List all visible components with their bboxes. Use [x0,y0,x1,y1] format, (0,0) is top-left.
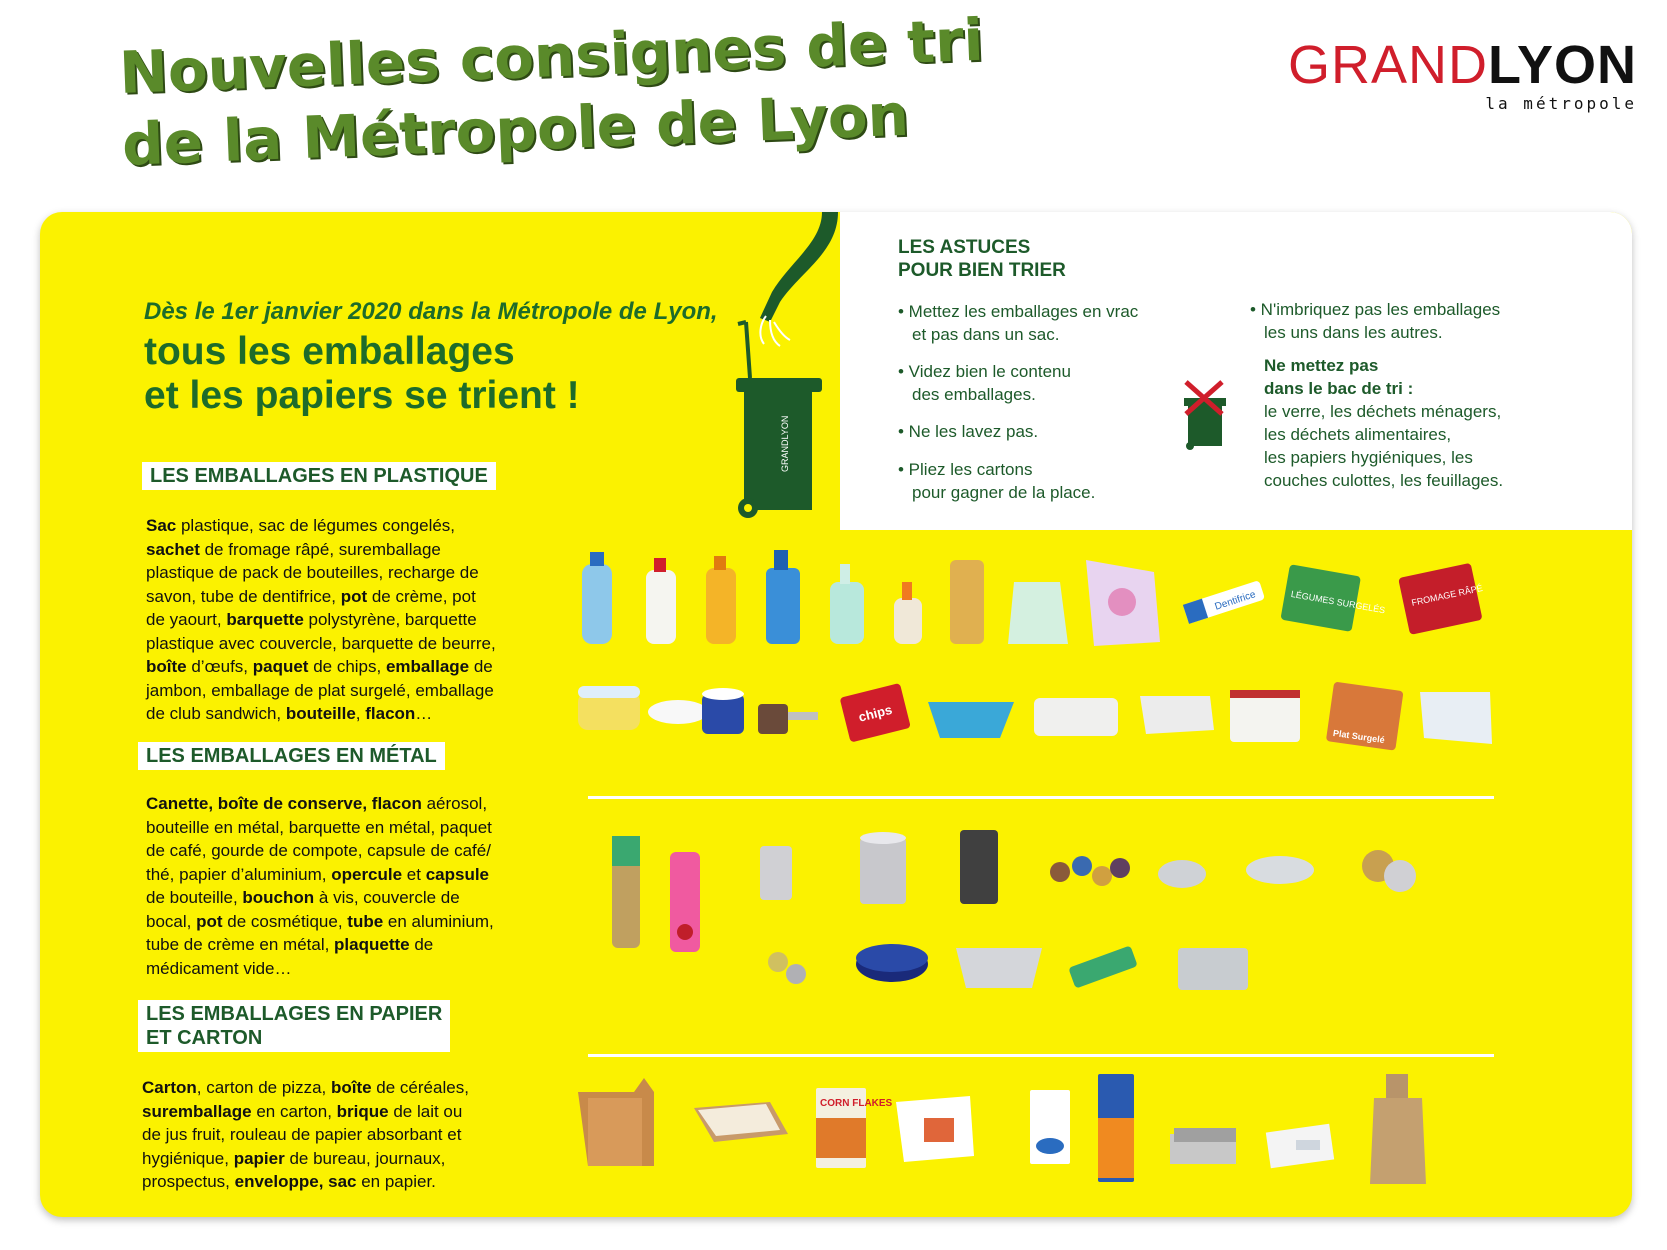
category-metal: LES EMBALLAGES EN MÉTAL [138,742,445,770]
pizza-box-icon [694,1102,788,1142]
category-papier-line2: ET CARTON [146,1027,263,1049]
metal-description [146,792,536,980]
tip-nest [1250,298,1500,344]
cereal-box-icon [816,1088,893,1168]
p-l4c: de crème, pot [367,586,476,606]
m-l5-bold: bouchon [242,888,315,907]
tip-1-line-a: • Mettez les emballages en vrac [898,302,1139,321]
egg-carton-icon [1034,698,1118,736]
warning-line-1: le verre, les déchets ménagers, [1264,402,1502,421]
pa-l2a: en carton, [251,1101,337,1121]
tall-bottle-icon [950,560,984,644]
foil-container-icon [956,948,1042,988]
m-l6a: bocal, [146,911,197,931]
ham-pack-icon [1230,690,1300,742]
aerosol-can-icon [612,836,640,948]
paper-bag-icon [1370,1074,1426,1184]
milk-bottle-icon [646,558,676,644]
round-tin-icon [856,944,928,982]
category-papier-line1: LES EMBALLAGES EN PAPIER [146,1003,443,1025]
metal-products [574,812,1614,1042]
bin-label: GRANDLYON [780,415,790,472]
m-l6e: en aluminium, [383,911,494,931]
pa-l1d: de céréales, [371,1078,469,1097]
intro-line-2: et les papiers se trient ! [144,374,580,417]
p-l2-bold: sachet [146,539,200,559]
title-line-1: Nouvelles consignes de tri [118,5,985,107]
soda-can-icon [760,846,792,900]
milk-carton-icon [1030,1090,1070,1164]
chips-bag-icon [840,683,911,743]
p-l6: plastique avec couvercle, barquette de beurre, [146,633,496,653]
pa-l2-bold2: brique [336,1101,389,1121]
lidded-cup-icon [648,700,708,724]
logo-subtitle: la métropole [1485,94,1637,113]
foam-tray-icon [928,702,1014,738]
envelopes-icon [1266,1124,1334,1169]
juice-carton-icon [1098,1074,1134,1182]
p-l9e: … [415,704,433,723]
page-title [118,5,988,180]
yellow-board [40,212,1632,1217]
pa-l1a: , carton de pizza, [196,1078,331,1097]
tip-nowash: • Ne les lavez pas. [898,422,1039,441]
p-l7-bold2: paquet [252,657,309,676]
tips-title-line1: LES ASTUCES [898,237,1031,258]
jar-lids-icon [1362,850,1416,892]
yogurt-pot-icon [702,688,744,734]
m-l2: bouteille en métal, barquette en métal, paquet [146,817,492,837]
tip-5-line-b: les uns dans les autres. [1264,323,1443,342]
m-l5a: de bouteille, [146,888,243,907]
m-l7a: tube de crème en métal, [146,935,335,954]
m-l8: médicament vide… [146,958,292,978]
label-dentifrice: Dentifrice [1213,589,1258,613]
pa-l1-bold: Carton [142,1078,197,1097]
foil-ball-icon [1158,860,1206,888]
no-bin-icon [1180,380,1232,452]
category-papier [138,1000,450,1052]
p-l4-bold: pot [340,586,368,606]
p-l5: de yaourt, [146,610,227,629]
m-l4a: thé, papier d’aluminium, [146,864,332,884]
p-l9-bold: bouteille [285,704,356,723]
p-l7-bold3: emballage [385,657,470,676]
blister-pack-icon [1178,948,1248,990]
warning-line-3: les papiers hygiéniques, les [1264,448,1473,467]
pa-l1-bold2: boîte [330,1078,372,1097]
tip-bulk [898,300,1138,346]
intro-subtitle: Dès le 1er janvier 2020 dans la Métropole de Lyon, [144,298,718,325]
tip-fold [898,458,1095,504]
paper-products [574,1058,1614,1208]
p-l9c: , [355,704,366,723]
food-can-icon [860,832,906,904]
frozen-meal-icon [1326,682,1404,751]
p-l4: savon, tube de dentifrice, [146,586,341,606]
m-l5c: à vis, couvercle de [314,888,460,907]
p-l5c: polystyrène, barquette [303,610,477,629]
folded-carton-icon [896,1096,974,1162]
intro-line-1: tous les emballages [144,330,515,373]
plastic-products-row-2 [574,668,1614,768]
m-l7-bold: plaquette [334,935,410,954]
butter-tub-icon [578,686,640,730]
bottle-caps-icon [768,952,806,984]
coffee-capsules-icon [1050,856,1130,886]
separator-plastique-metal [588,796,1494,799]
small-bottle-icon [894,582,922,644]
tip-4-line-b: pour gagner de la place. [912,483,1096,502]
tip-2-line-a: • Videz bien le contenu [898,362,1071,381]
cleaner-bottle-icon [766,550,800,644]
papier-description [142,1076,532,1194]
label-fromage: FROMAGE RÂPÉ [1410,582,1484,608]
coffee-pack-icon [960,830,998,904]
tip-5-line-a: • N'imbriquez pas les emballages [1250,300,1501,319]
warning-block [1264,354,1503,492]
pa-l4a: hygiénique, [142,1148,234,1168]
m-l6-bold: pot [196,911,223,931]
label-chips: chips [857,701,894,725]
foil-tray-icon [1246,856,1314,884]
tip-4-line-a: • Pliez les cartons [898,460,1033,479]
grated-cheese-bag-icon [1398,561,1489,634]
p-l7e: de [469,657,493,676]
soap-bottle-icon [830,564,864,644]
shrink-wrap-icon [1086,560,1160,646]
p-l7c: de chips, [308,657,386,676]
pa-l4-bold: papier [233,1148,285,1168]
p-l3: plastique de pack de bouteilles, recharge de [146,563,479,582]
pa-l2-bold: suremballage [142,1101,252,1121]
m-l4c: et [402,864,426,884]
tips-title-line2: POUR BIEN TRIER [898,260,1066,281]
category-plastique: LES EMBALLAGES EN PLASTIQUE [142,462,496,490]
p-l1: plastique, sac de légumes congelés, [176,516,456,535]
m-l4-bold2: capsule [425,864,490,884]
pink-bottle-icon [670,852,700,952]
warning-title-1: Ne mettez pas [1264,356,1379,375]
pa-l5c: en papier. [356,1172,436,1191]
p-l7-bold: boîte [146,657,187,676]
water-bottle-icon [582,552,612,644]
tip-1-line-b: et pas dans un sac. [912,325,1060,344]
p-l8: jambon, emballage de plat surgelé, emballage [146,680,494,700]
pa-l4c: de bureau, journaux, [284,1148,446,1168]
p-l7: d’œufs, [186,657,253,676]
m-l3: de café, gourde de compote, capsule de café/ [146,841,491,860]
label-cornflakes: CORN FLAKES [820,1098,893,1109]
p-l2: de fromage râpé, suremballage [199,539,441,559]
sandwich-pack-icon [1420,692,1492,744]
pa-l5-bold: enveloppe, sac [234,1172,357,1191]
warning-title-2: dans le bac de tri : [1264,379,1414,398]
m-l1: aérosol, [421,794,488,813]
newspapers-icon [1170,1128,1236,1164]
tips-title [898,236,1066,282]
warning-line-2: les déchets alimentaires, [1264,425,1452,444]
m-l7c: de [409,935,434,954]
toothpaste-tube-icon [1183,580,1265,624]
tip-2-line-b: des emballages. [912,385,1036,404]
m-l6c: de cosmétique, [222,911,348,931]
intro-headline [144,298,718,418]
plastique-description [146,514,536,726]
title-line-2: de la Métropole de Lyon [120,80,911,179]
warning-line-4: couches culottes, les feuillages. [1264,471,1504,490]
cardboard-box-icon [578,1078,654,1166]
label-legumes: LÉGUMES SURGELÉS [1290,588,1386,616]
grand-lyon-logo [1287,35,1637,113]
oil-bottle-icon [706,556,736,644]
m-l1-bold: Canette, boîte de conserve, flacon [146,794,422,813]
p-l1-bold: Sac [146,516,177,535]
logo-grand: GRAND [1287,35,1488,95]
plastic-bag-icon [1008,582,1068,644]
p-l9-bold2: flacon [365,704,416,723]
pa-l2d: de lait ou [388,1101,463,1121]
frozen-veg-bag-icon [1280,564,1390,637]
clamshell-icon [1140,696,1214,734]
m-l6-bold2: tube [347,911,384,931]
m-l4-bold: opercule [331,864,403,884]
plastic-products-row-1 [574,542,1614,652]
p-l5-bold: barquette [226,610,304,629]
aluminium-tubes-icon [1068,945,1138,988]
tips-panel [840,212,1632,530]
tip-empty [898,360,1071,406]
label-plat: Plat Surgelé [1332,727,1386,746]
pa-l3: de jus fruit, rouleau de papier absorbant et [142,1125,462,1144]
separator-metal-papier [588,1054,1494,1057]
logo-lyon: LYON [1487,35,1637,95]
pa-l5a: prospectus, [142,1172,235,1191]
p-l9: de club sandwich, [146,704,286,723]
dessert-cup-icon [758,704,818,734]
